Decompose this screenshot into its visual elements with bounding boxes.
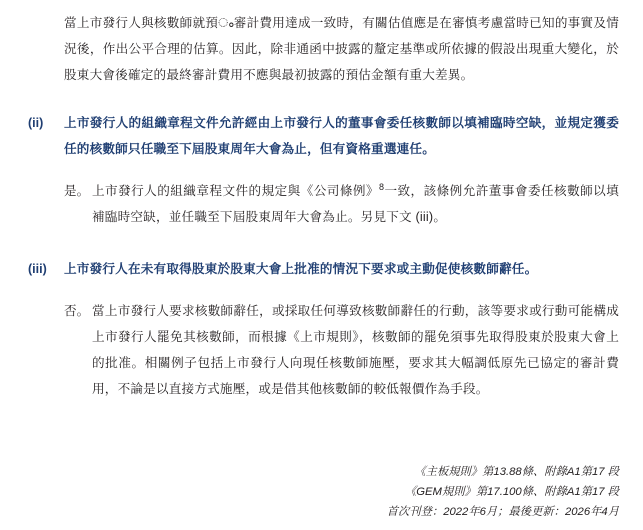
question-text-ii: 上市發行人的組織章程文件允許經由上市發行人的董事會委任核數師以填補臨時空缺，並規定獲委任的核數師只任職至下屆股東周年大會為止，但有資格重選連任。: [64, 116, 619, 156]
footer-references: [387, 462, 619, 522]
answer-text-ii: [92, 178, 619, 230]
answer-indent-ii: [24, 178, 64, 204]
answer-indent-iii: [24, 298, 64, 324]
question-text-iii: 上市發行人在未有取得股東於股東大會上批准的情況下要求或主動促使核數師辭任。: [64, 262, 538, 276]
question-item-iii: [24, 256, 619, 282]
footer-line-1: 《主板規則》第13.88條、附錄A1第17 段: [414, 466, 619, 478]
answer-label-iii: 否。: [64, 304, 90, 318]
item-marker-iii: (iii): [28, 262, 47, 276]
answer-label-ii: 是。: [64, 184, 90, 198]
intro-paragraph: 當上市發行人與核數師就預ം審計費用達成一致時，有關估值應是在審慎考慮當時已知的事實及情況後，作出公平合理的估算。因此，除非通函中披露的釐定基準或所依據的假設出現重大變化，於股東大會後確定的最終審計費用不應與最初披露的預估金額有重大差異。: [64, 16, 619, 82]
answer-item-iii: [24, 298, 619, 402]
question-item-ii: [24, 110, 619, 162]
footer-line-2: 《GEM規則》第17.100條、附錄A1第17 段: [404, 486, 619, 498]
answer-text-ii-inner: 上市發行人的組織章程文件的規定與《公司條例》$^8$一致，該條例允許董事會委任核數師以填補臨時空缺，並任職至下屆股東周年大會為止。另見下文 (iii)。: [92, 181, 619, 224]
item-marker-ii: (ii): [28, 116, 44, 130]
footer-line-3: 首次刊登：2022年6月；最後更新：2026年4月: [386, 506, 619, 518]
footnote-ref-8: 8: [378, 181, 385, 192]
answer-text-iii: 當上市發行人要求核數師辭任，或採取任何導致核數師辭任的行動，該等要求或行動可能構成上市發行人罷免其核數師，而根據《上市規則》，核數師的罷免須事先取得股東於股東大會上的批准。相關例子包括上市發行人向現任核數師施壓，要求其大幅調低原先已協定的審計費用，不論是以直接方式施壓，或是借其他核數師的較低報價作為手段。: [92, 304, 619, 396]
answer-item-ii: [24, 178, 619, 230]
